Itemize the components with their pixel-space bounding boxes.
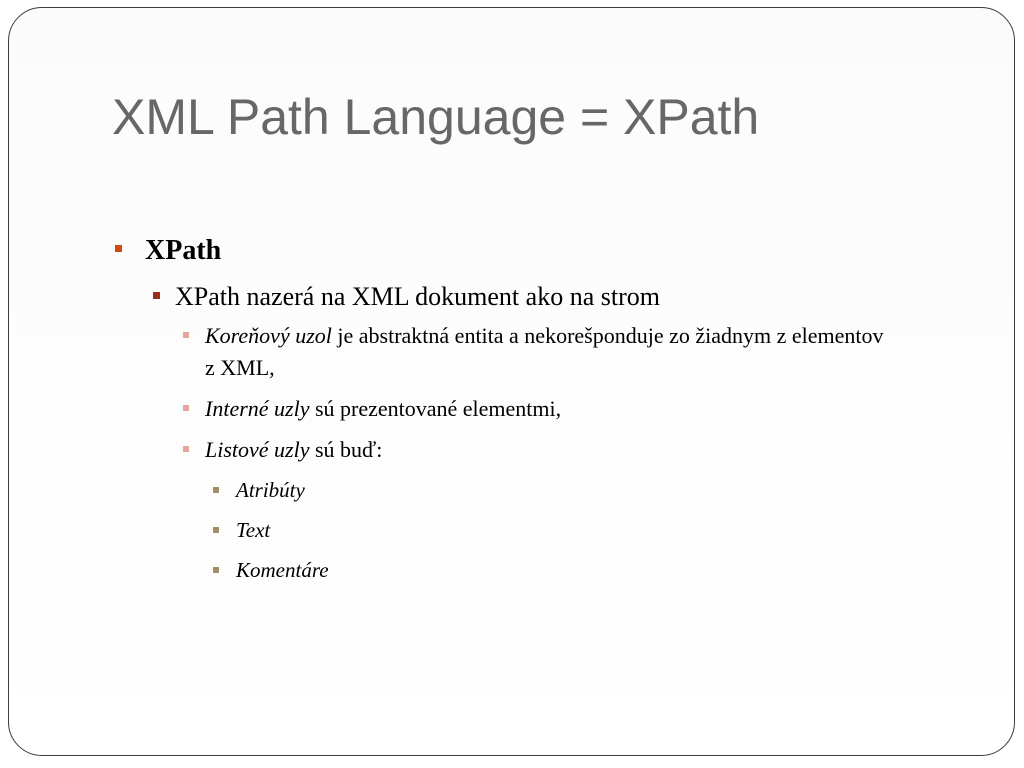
bullet-text: sú prezentované elementmi, <box>309 396 562 421</box>
term-internal-nodes: Interné uzly <box>205 396 310 421</box>
square-bullet-icon <box>213 487 219 493</box>
slide-title: XML Path Language = XPath <box>112 89 760 145</box>
bullet-text: Komentáre <box>236 558 329 582</box>
bullet-text: XPath nazerá na XML dokument ako na strom <box>175 282 660 311</box>
bullet-text: sú buď: <box>309 437 383 462</box>
square-bullet-icon <box>183 446 189 452</box>
bullet-root-node <box>112 320 892 384</box>
term-root-node: Koreňový uzol <box>205 323 332 348</box>
square-bullet-icon <box>115 245 122 252</box>
bullet-text: Text <box>236 518 271 542</box>
bullet-text: XPath <box>145 235 222 266</box>
square-bullet-icon <box>153 292 160 299</box>
bullet-leaf-attributes <box>112 475 892 505</box>
square-bullet-icon <box>213 527 219 533</box>
square-bullet-icon <box>183 332 189 338</box>
bullet-level2-tree <box>112 278 892 316</box>
bullet-internal-nodes <box>112 393 892 425</box>
slide-content <box>112 230 892 595</box>
bullet-text: je abstraktná entita a nekorešponduje zo žiadnym z elementov z XML, <box>205 323 884 380</box>
bullet-level1-xpath <box>112 230 892 272</box>
square-bullet-icon <box>213 567 219 573</box>
bullet-text: Atribúty <box>236 478 305 502</box>
square-bullet-icon <box>183 405 189 411</box>
bullet-leaf-comments <box>112 555 892 585</box>
bullet-leaf-text <box>112 515 892 545</box>
term-leaf-nodes: Listové uzly <box>205 437 310 462</box>
bullet-leaf-nodes <box>112 434 892 466</box>
